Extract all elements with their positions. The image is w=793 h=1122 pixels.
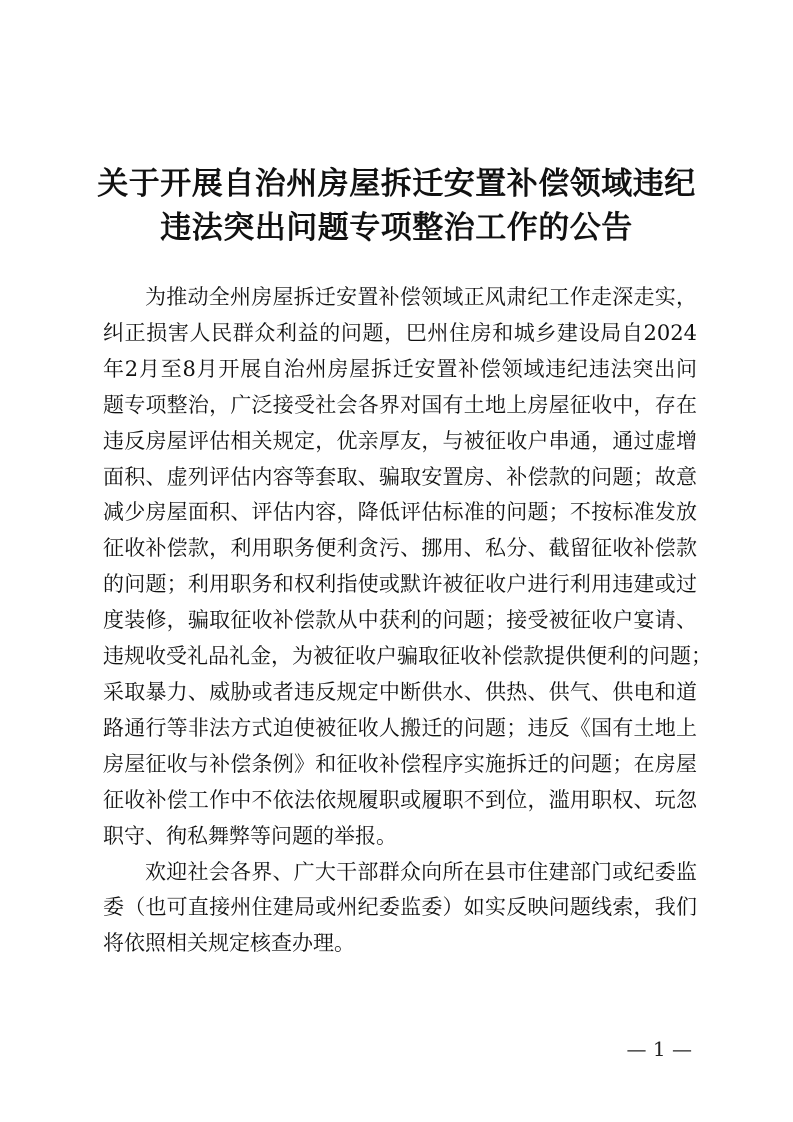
text-line: 减少房屋面积、评估内容，降低评估标准的问题；不按标准发放 (103, 500, 697, 525)
text-line: 欢迎社会各界、广大干部群众向所在县市住建部门或纪委监 (145, 859, 697, 884)
text-line: 将依照相关规定核查办理。 (103, 931, 355, 956)
title-line-1: 关于开展自治州房屋拆迁安置补偿领域违纪 (97, 166, 696, 202)
text-line: 征收补偿款，利用职务便利贪污、挪用、私分、截留征收补偿款 (103, 536, 697, 561)
document-title (80, 162, 713, 250)
text-line: 纠正损害人民群众利益的问题，巴州住房和城乡建设局自2024 (103, 320, 697, 345)
text-line: 职守、徇私舞弊等问题的举报。 (103, 823, 397, 848)
text-line: 违规收受礼品礼金，为被征收户骗取征收补偿款提供便利的问题； (103, 644, 712, 669)
text-line: 路通行等非法方式迫使被征收人搬迁的问题；违反《国有土地上 (103, 715, 697, 740)
title-line-2: 违法突出问题专项整治工作的公告 (160, 210, 633, 246)
text-line: 委（也可直接州住建局或州纪委监委）如实反映问题线索，我们 (103, 895, 697, 920)
text-line: 房屋征收与补偿条例》和征收补偿程序实施拆迁的问题；在房屋 (103, 751, 697, 776)
text-line: 年2月至8月开展自治州房屋拆迁安置补偿领域违纪违法突出问 (103, 356, 697, 381)
text-line: 的问题；利用职务和权利指使或默许被征收户进行利用违建或过 (103, 572, 697, 597)
text-line: 度装修，骗取征收补偿款从中获利的问题；接受被征收户宴请、 (103, 608, 697, 633)
paragraph-rectification-scope (103, 280, 712, 855)
text-line: 征收补偿工作中不依法依规履职或履职不到位，滥用职权、玩忽 (103, 787, 697, 812)
text-line: 为推动全州房屋拆迁安置补偿领域正风肃纪工作走深走实， (145, 285, 697, 309)
paragraph-reporting-invitation (103, 855, 697, 963)
text-line: 面积、虚列评估内容等套取、骗取安置房、补偿款的问题；故意 (103, 464, 697, 489)
announcement-body (103, 280, 712, 962)
text-line: 采取暴力、威胁或者违反规定中断供水、供热、供气、供电和道 (103, 679, 697, 704)
text-line: 题专项整治，广泛接受社会各界对国有土地上房屋征收中，存在 (103, 392, 697, 417)
page-number: — 1 — (626, 1037, 692, 1061)
text-line: 违反房屋评估相关规定，优亲厚友，与被征收户串通，通过虚增 (103, 428, 697, 453)
